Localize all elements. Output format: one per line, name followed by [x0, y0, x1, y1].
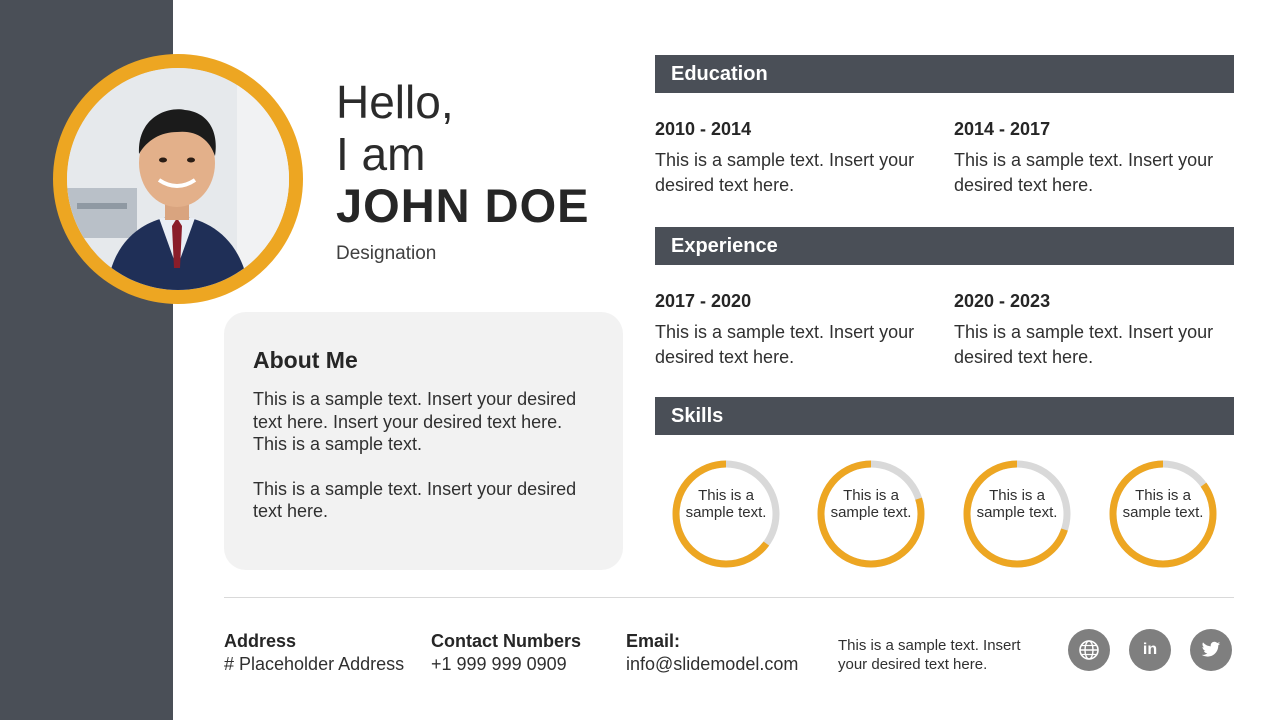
greeting-line-2: I am — [336, 128, 426, 180]
globe-glyph — [1078, 639, 1100, 661]
entry-text: This is a sample text. Insert your desired text here. — [954, 150, 1214, 195]
skills-header: Skills — [655, 397, 1234, 435]
greeting — [336, 76, 454, 180]
skill-ring-4 — [1106, 457, 1220, 571]
about-me-title: About Me — [253, 347, 358, 373]
phone-label: Contact Numbers — [431, 631, 582, 651]
education-entry-1 — [655, 118, 935, 198]
greeting-line-1: Hello, — [336, 76, 454, 128]
experience-header: Experience — [655, 227, 1234, 265]
twitter-icon[interactable] — [1190, 629, 1232, 671]
designation: Designation — [336, 243, 437, 264]
phone-value: +1 999 999 0909 — [431, 654, 567, 674]
skill-text: This is a sample text. — [1122, 487, 1204, 521]
about-me-paragraph-2: This is a sample text. Insert your desired text here. — [253, 478, 577, 521]
footer-divider — [224, 597, 1234, 598]
experience-entry-2 — [954, 290, 1234, 370]
twitter-glyph — [1201, 641, 1221, 659]
address-block — [224, 630, 404, 676]
about-me-panel — [224, 312, 623, 570]
profile-photo-frame — [53, 54, 303, 304]
globe-icon[interactable] — [1068, 629, 1110, 671]
skill-ring-3 — [960, 457, 1074, 571]
profile-photo-illustration — [67, 68, 289, 290]
linkedin-icon[interactable] — [1129, 629, 1171, 671]
skill-ring-2 — [814, 457, 928, 571]
about-me-paragraph-1: This is a sample text. Insert your desired text here. Insert your desired text here. This is a sample text. — [253, 389, 577, 454]
education-header: Education — [655, 55, 1234, 93]
experience-entry-1 — [655, 290, 935, 370]
skill-text: This is a sample text. — [685, 487, 767, 521]
phone-block — [431, 630, 581, 676]
entry-period: 2017 - 2020 — [655, 291, 752, 311]
footer-note: This is a sample text. Insert your desired text here. — [838, 637, 1021, 673]
entry-text: This is a sample text. Insert your desired text here. — [954, 322, 1214, 367]
skill-text: This is a sample text. — [830, 487, 912, 521]
entry-period: 2010 - 2014 — [655, 119, 752, 139]
entry-text: This is a sample text. Insert your desired text here. — [655, 322, 915, 367]
entry-period: 2014 - 2017 — [954, 119, 1051, 139]
email-value[interactable]: info@slidemodel.com — [626, 654, 799, 674]
profile-photo — [67, 68, 289, 290]
skill-text: This is a sample text. — [976, 487, 1058, 521]
skill-ring-1 — [669, 457, 783, 571]
email-label: Email: — [626, 631, 681, 651]
email-block — [626, 630, 798, 676]
address-label: Address — [224, 631, 297, 651]
entry-text: This is a sample text. Insert your desired text here. — [655, 150, 915, 195]
person-name: JOHN DOE — [336, 179, 590, 232]
linkedin-glyph: in — [1142, 641, 1158, 658]
address-value: # Placeholder Address — [224, 654, 405, 674]
education-entry-2 — [954, 118, 1234, 198]
entry-period: 2020 - 2023 — [954, 291, 1051, 311]
